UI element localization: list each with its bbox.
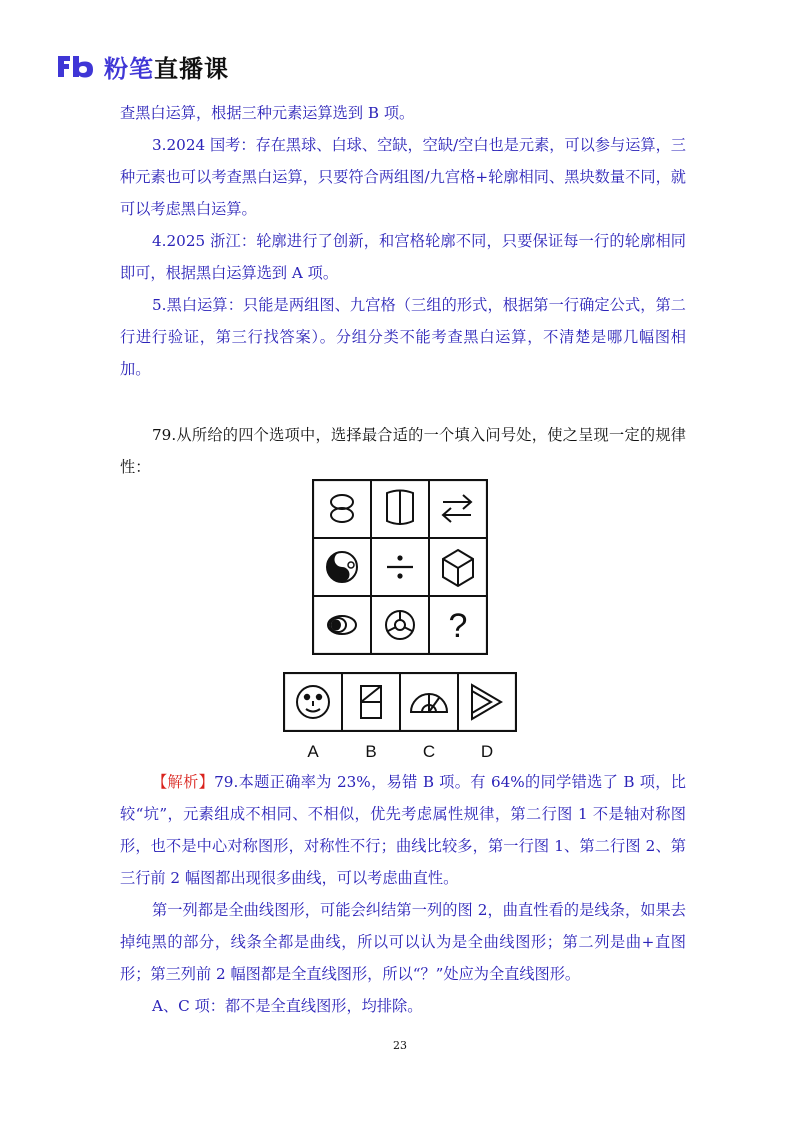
fb-logo-icon [56,52,96,80]
note-item-3: 3.2024 国考：存在黑球、白球、空缺，空缺/空白也是元素，可以参与运算，三种元素也可以考查黑白运算，只要符合两组图/九宫格+轮廓相同、黑块数量不同，就可以考虑黑白运算。 [120,136,686,218]
grid-cell-1-figure-eight [331,495,353,522]
notes-section [120,97,686,483]
grid-cell-4-yin-yang [327,552,357,582]
analysis-paragraph-3: A、C 项：都不是全直线图形，均排除。 [152,997,423,1015]
page-number: 23 [393,1039,407,1052]
options-strip [283,672,517,732]
brand-part1: 粉笔 [104,54,154,83]
puzzle-grid [312,479,488,655]
option-c-semicircle[interactable] [411,694,447,712]
analysis-section [120,766,686,1022]
option-b-split-rectangle[interactable] [361,686,381,718]
grid-cell-6-cube [443,550,473,586]
option-label-a[interactable]: A [307,742,319,761]
brand-part2: 直播课 [154,54,229,83]
brand-title [104,49,229,84]
note-item-5: 5.黑白运算：只能是两组图、九宫格（三组的形式，根据第一行确定公式，第二行进行验证，第三行找答案）。分组分类不能考查黑白运算，不清楚是哪几幅图相加。 [120,296,686,378]
analysis-paragraph-2: 第一列都是全曲线图形，可能会纠结第一列的图 2，曲直性看的是线条，如果去掉纯黑的部分，线条全都是曲线，所以可以认为是全曲线图形；第二列是曲+直图形；第三列前 2 幅图都是全直线图形，所以“？”处应为全直线图形。 [120,901,686,983]
note-intro: 查黑白运算，根据三种元素运算选到 B 项。 [120,104,415,122]
question-text: 79.从所给的四个选项中，选择最合适的一个填入问号处，使之呈现一定的规律性： [120,426,686,476]
grid-cell-9-question-mark: ? [448,607,468,645]
analysis-text-1: 79.本题正确率为 23%，易错 B 项。有 64%的同学错选了 B 项，比较“坑”，元素组成不相同、不相似，优先考虑属性规律，第二行图 1 不是轴对称图形，也不是中心对称图形，对称性不行；曲线比较多，第一行图 1、第二行图 2、第三行前 2 幅图都出现很多曲线，可以考虑曲直性。 [120,773,686,887]
grid-cell-8-target [386,611,414,639]
analysis-paragraph-1 [120,766,686,894]
grid-cell-5-division [387,555,413,578]
grid-cell-2-shield [387,491,413,526]
option-label-d[interactable]: D [480,742,494,761]
option-a-smiley-face[interactable] [297,686,329,718]
option-d-nested-triangles[interactable] [472,685,501,719]
option-labels [283,742,517,764]
note-item-4: 4.2025 浙江：轮廓进行了创新，和宫格轮廓不同，只要保证每一行的轮廓相同即可，根据黑白运算选到 A 项。 [120,232,686,282]
option-label-b[interactable]: B [365,742,377,761]
grid-cell-7-ellipses [328,616,356,634]
analysis-label: 【解析】 [152,773,215,791]
grid-cell-3-arrows [443,495,471,522]
header [56,50,229,82]
option-label-c[interactable]: C [422,742,436,761]
